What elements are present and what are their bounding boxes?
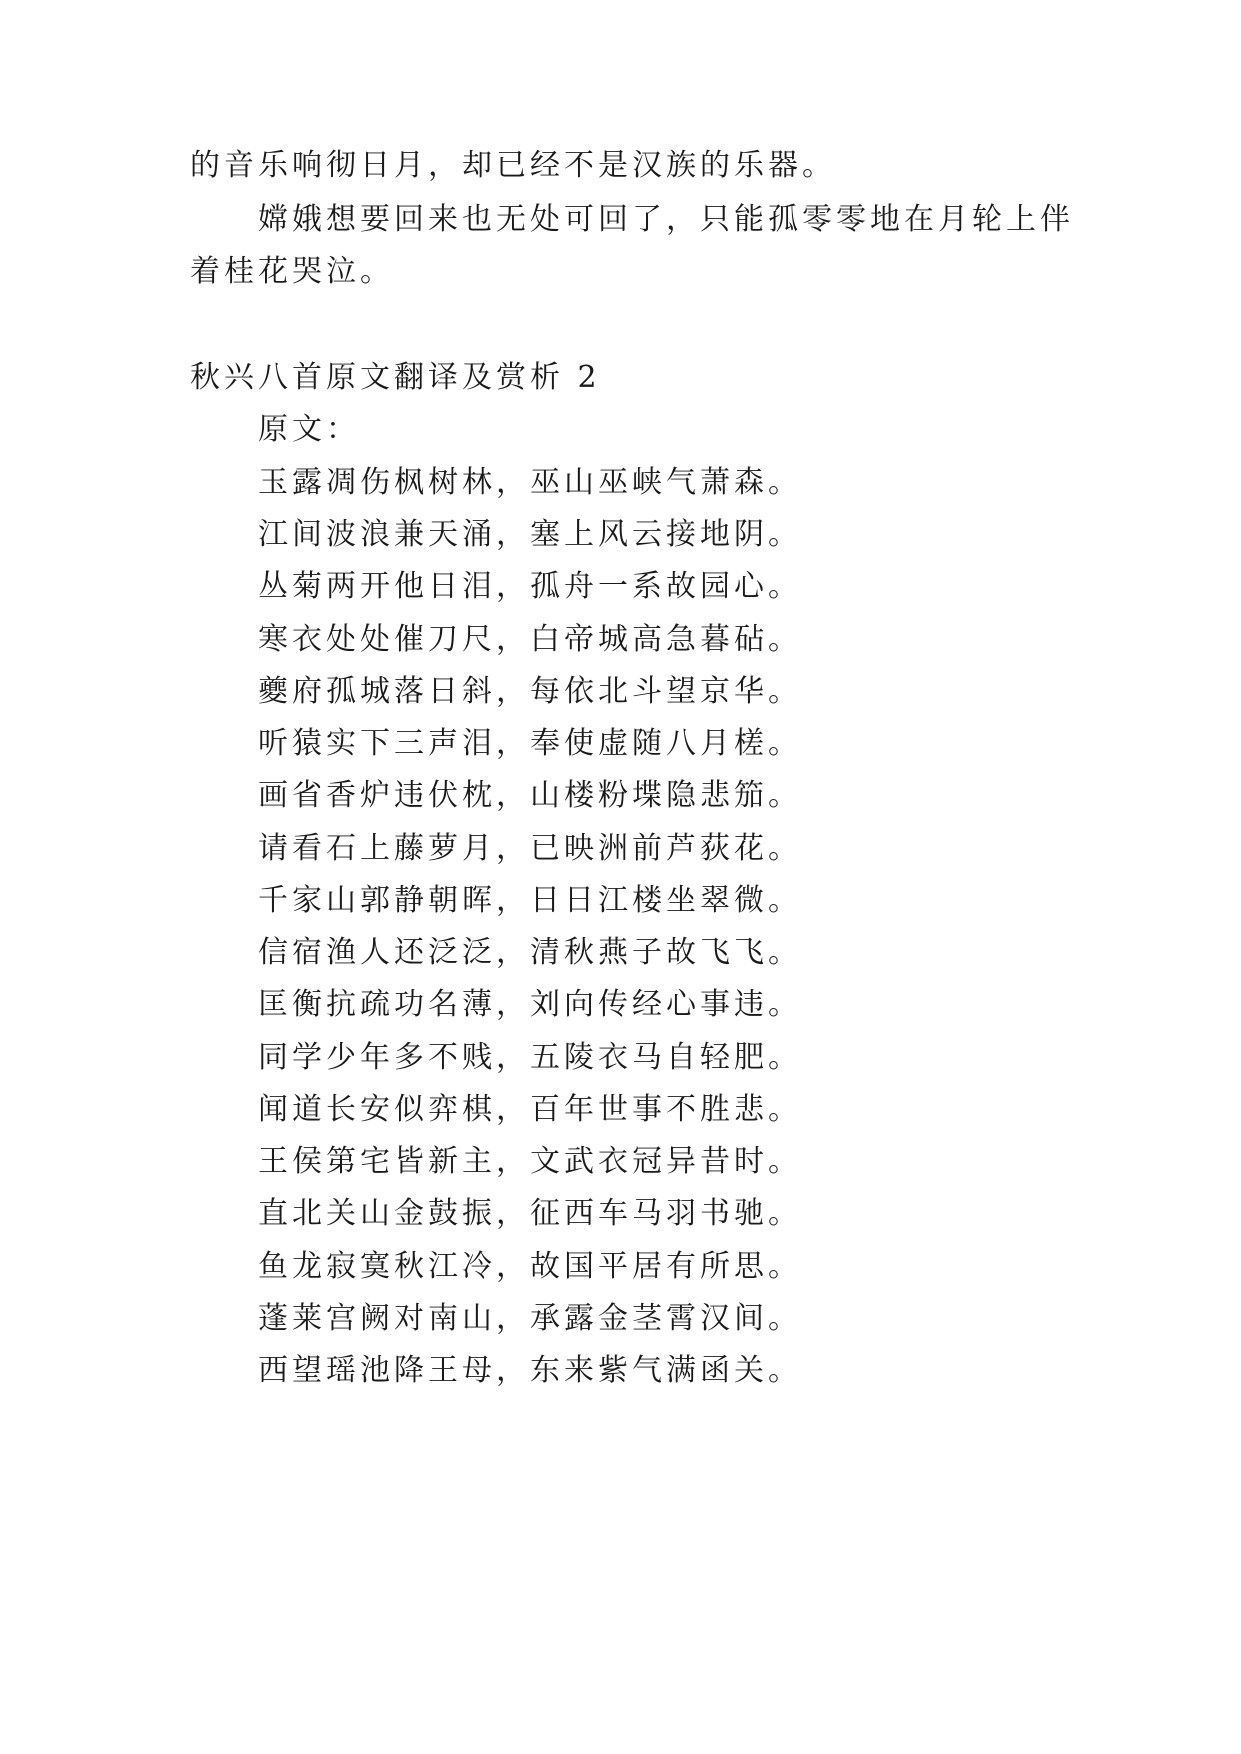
poem-line: 王侯第宅皆新主，文武衣冠异昔时。 — [258, 1144, 802, 1179]
section-label: 原文： — [258, 412, 360, 447]
poem-line: 匡衡抗疏功名薄，刘向传经心事违。 — [258, 987, 802, 1022]
poem-line: 鱼龙寂寞秋江冷，故国平居有所思。 — [258, 1249, 802, 1284]
poem-line: 夔府孤城落日斜，每依北斗望京华。 — [258, 674, 802, 709]
poem-line: 闻道长安似弈棋，百年世事不胜悲。 — [258, 1092, 802, 1127]
paragraph-line: 着桂花哭泣。 — [190, 254, 394, 289]
poem-line: 同学少年多不贱，五陵衣马自轻肥。 — [258, 1040, 802, 1075]
poem-line: 信宿渔人还泛泛，清秋燕子故飞飞。 — [258, 935, 802, 970]
poem-line: 画省香炉违伏枕，山楼粉堞隐悲笳。 — [258, 778, 802, 813]
poem-line: 听猿实下三声泪，奉使虚随八月槎。 — [258, 726, 802, 761]
poem-line: 江间波浪兼天涌，塞上风云接地阴。 — [258, 517, 802, 552]
poem-line: 玉露凋伤枫树林，巫山巫峡气萧森。 — [258, 465, 802, 500]
poem-line: 直北关山金鼓振，征西车马羽书驰。 — [258, 1196, 802, 1231]
poem-line: 请看石上藤萝月，已映洲前芦荻花。 — [258, 831, 802, 866]
poem-line: 千家山郭静朝晖，日日江楼坐翠微。 — [258, 883, 802, 918]
poem-line: 西望瑶池降王母，东来紫气满函关。 — [258, 1353, 802, 1388]
poem-line: 寒衣处处催刀尺，白帝城高急暮砧。 — [258, 622, 802, 657]
poem-line: 丛菊两开他日泪，孤舟一系故园心。 — [258, 569, 802, 604]
section-title: 秋兴八首原文翻译及赏析 2 — [190, 360, 601, 395]
poem-line: 蓬莱宫阙对南山，承露金茎霄汉间。 — [258, 1301, 802, 1336]
paragraph-line: 嫦娥想要回来也无处可回了，只能孤零零地在月轮上伴 — [258, 202, 1074, 237]
paragraph-line: 的音乐响彻日月，却已经不是汉族的乐器。 — [190, 148, 836, 183]
